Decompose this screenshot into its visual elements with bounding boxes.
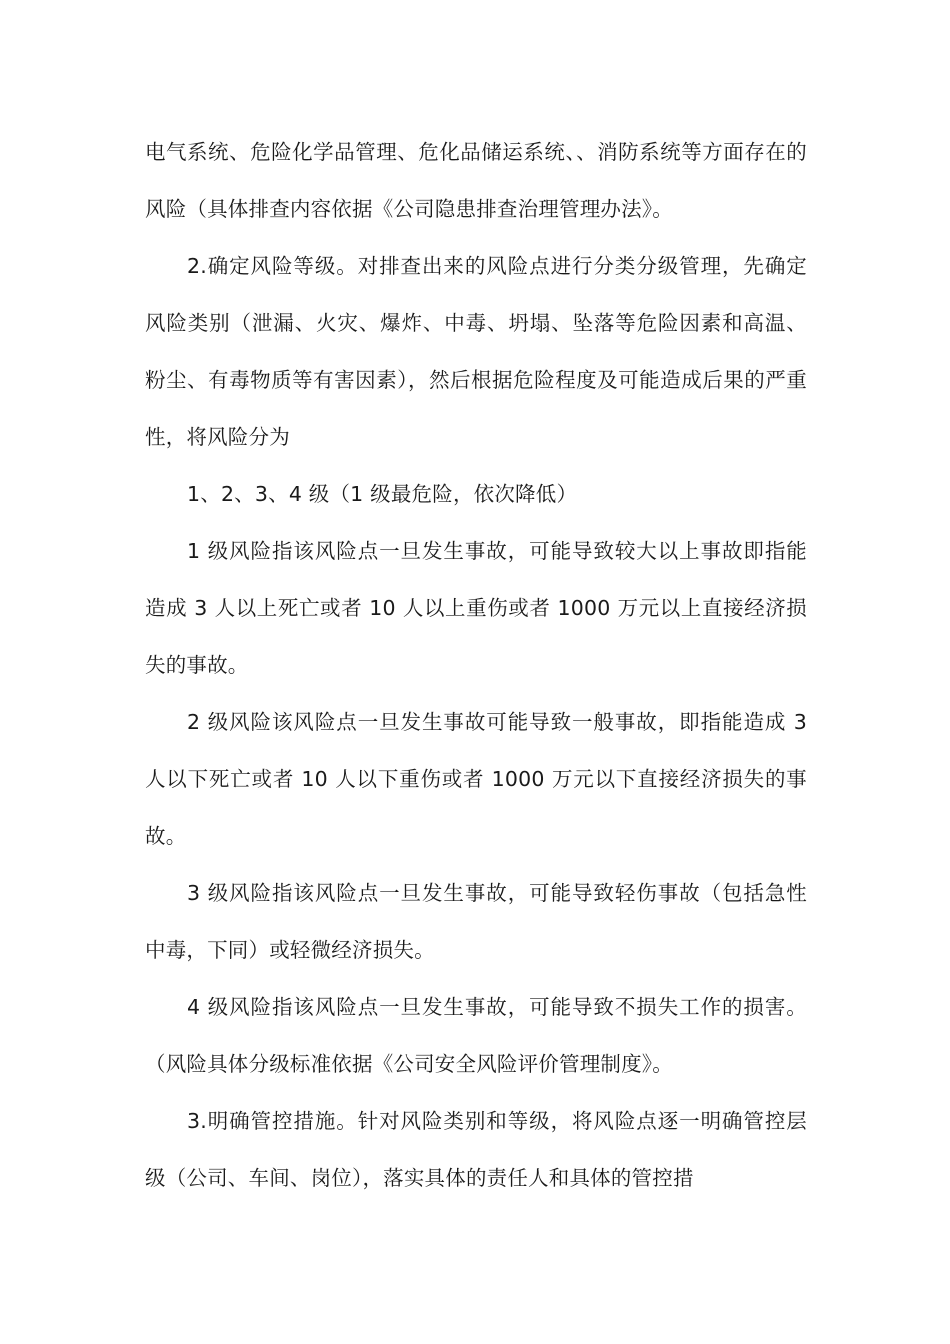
paragraph-control-measures: 3.明确管控措施。针对风险类别和等级，将风险点逐一明确管控层级（公司、车间、岗位），落实具体的责任人和具体的管控措 bbox=[145, 1109, 807, 1190]
paragraph-level-2: 2 级风险该风险点一旦发生事故可能导致一般事故，即指能造成 3 人以下死亡或者 10 人以下重伤或者 1000 万元以下直接经济损失的事故。 bbox=[145, 710, 807, 848]
paragraph-risk-level: 2.确定风险等级。对排查出来的风险点进行分类分级管理，先确定风险类别（泄漏、火灾、爆炸、中毒、坍塌、坠落等危险因素和高温、粉尘、有毒物质等有害因素），然后根据危险程度及可能造成后果的严重性，将风险分为 bbox=[145, 254, 807, 449]
paragraph-continuation: 电气系统、危险化学品管理、危化品储运系统、、消防系统等方面存在的风险（具体排查内容依据《公司隐患排查治理管理办法》。 bbox=[145, 140, 807, 221]
document-body bbox=[145, 124, 807, 1207]
paragraph-level-list: 1、2、3、4 级（1 级最危险，依次降低） bbox=[187, 482, 578, 506]
paragraph-level-4: 4 级风险指该风险点一旦发生事故，可能导致不损失工作的损害。（风险具体分级标准依据《公司安全风险评价管理制度》。 bbox=[145, 995, 807, 1076]
paragraph-level-3: 3 级风险指该风险点一旦发生事故，可能导致轻伤事故（包括急性中毒，下同）或轻微经济损失。 bbox=[145, 881, 807, 962]
paragraph-level-1: 1 级风险指该风险点一旦发生事故，可能导致较大以上事故即指能造成 3 人以上死亡或者 10 人以上重伤或者 1000 万元以上直接经济损失的事故。 bbox=[145, 539, 807, 677]
